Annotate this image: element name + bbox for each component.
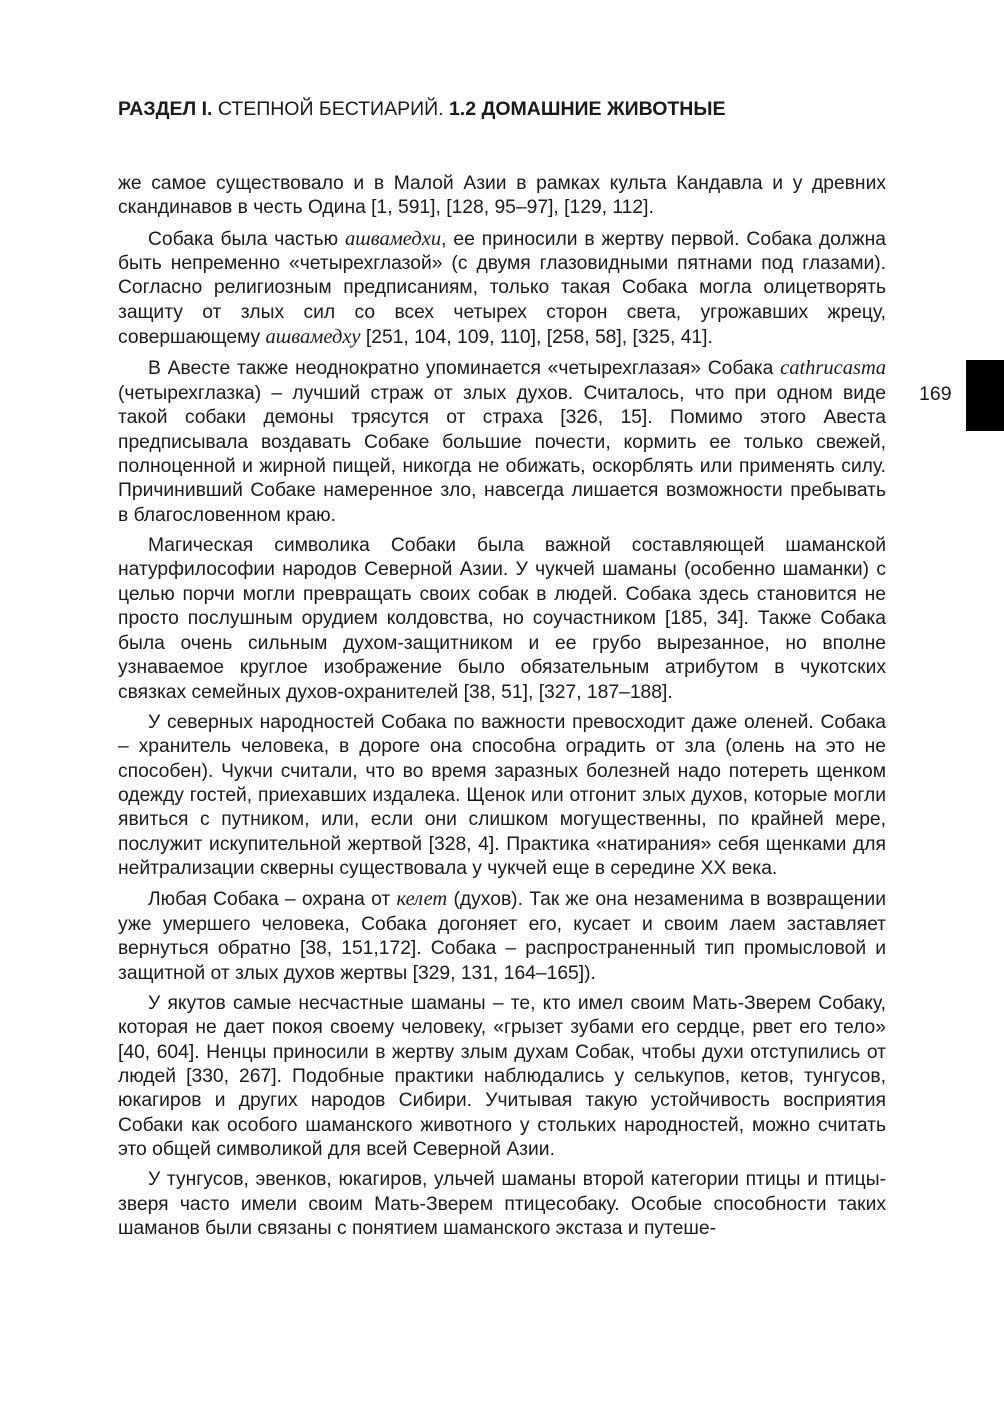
section-title: СТЕПНОЙ БЕСТИАРИЙ. (212, 98, 449, 120)
chapter-title: 1.2 ДОМАШНИЕ ЖИВОТНЫЕ (448, 98, 726, 120)
section-label: РАЗДЕЛ I. (118, 98, 213, 120)
paragraph-8: У тунгусов, эвенков, юкагиров, ульчей шаманы второй категории птицы и птицы-зверя часто имели своим Мать-Зверем птицесобаку. Особые способности таких шаманов были связаны с понятием шаманского экстаза и путеше- (118, 1169, 886, 1240)
paragraph-3: В Авесте также неоднократно упоминается «четырехглазая» Собака cathrucasma (четырехглазка) – лучший страж от злых духов. Считалось, что при одном виде такой собаки демоны трясутся от страха [326, 15]. Помимо этого Авеста предписывала воздавать Собаке большие почести, кормить ее только свежей, полноценной и жирной пищей, никогда не обижать, оскорблять или применять силу. Причинивший Собаке намеренное зло, навсегда лишается возможности пребывать в благословенном краю. (118, 357, 886, 526)
body-text (118, 172, 886, 1247)
italic-term: ашвамедхи (344, 227, 442, 250)
italic-term: ашвамедху (265, 326, 361, 349)
paragraph-5: У северных народностей Собака по важности превосходит даже оленей. Собака – хранитель человека, в дороге она способна оградить от зла (олень на это не способен). Чукчи считали, что во время заразных болезней надо потереть щенком одежду гостей, приехавших издалека. Щенок или отгонит злых духов, которые могли явиться с путником, или, если они слишком могущественны, по крайней мере, послужит искупительной жертвой [328, 4]. Практика «натирания» себя щенками для нейтрализации скверны существовала у чукчей еще в середине XX века. (118, 711, 886, 880)
page-number: 169 (919, 383, 952, 405)
running-header (118, 96, 888, 122)
italic-term: cathrucasma (780, 357, 886, 380)
thumb-index-tab (966, 360, 1004, 431)
paragraph-7: У якутов самые несчастные шаманы – те, кто имел своим Мать-Зверем Собаку, которая не дает покоя своему человеку, «грызет зубами его сердце, рвет его тело» [40, 604]. Ненцы приносили в жертву злым духам Собак, чтобы духи отступились от людей [330, 267]. Подобные практики наблюдались у селькупов, кетов, тунгусов, юкагиров и других народов Сибири. Учитывая такую устойчивость восприятия Собаки как особого шаманского животного у стольких народностей, можно считать это общей символикой для всей Северной Азии. (118, 992, 886, 1161)
paragraph-6: Любая Собака – охрана от келет (духов). Так же она незаменима в возвращении уже умершего человека, Собака догоняет его, кусает и своим лаем заставляет вернуться обратно [38, 151,172]. Собака – распространенный тип промысловой и защитной от злых духов жертвы [329, 131, 164–165]). (118, 888, 886, 984)
paragraph-4: Магическая символика Собаки была важной составляющей шаманской натурфилософии народов Северной Азии. У чукчей шаманы (особенно шаманки) с целью порчи могли превращать своих собак в людей. Собака здесь становится не просто послушным орудием колдовства, но соучастником [185, 34]. Также Собака была очень сильным духом-защитником и ее грубо вырезанное, но вполне узнаваемое круглое изображение было обязательным атрибутом в чукотских связках семейных духов-охранителей [38, 51], [327, 187–188]. (118, 535, 886, 703)
paragraph-1: же самое существовало и в Малой Азии в рамках культа Кандавла и у древних скандинавов в честь Одина [1, 591], [128, 95–97], [129, 112]. (118, 173, 886, 219)
paragraph-2: Собака была частью ашвамедхи, ее приносили в жертву первой. Собака должна быть непременно «четырехглазой» (с двумя глазовидными пятнами под глазами). Согласно религиозным предписаниям, только такая Собака могла олицетворять защиту от злых сил со всех четырех сторон света, угрожавших жрецу, совершающему ашвамедху [251, 104, 109, 110], [258, 58], [325, 41]. (118, 227, 886, 349)
italic-term: келет (396, 888, 448, 911)
